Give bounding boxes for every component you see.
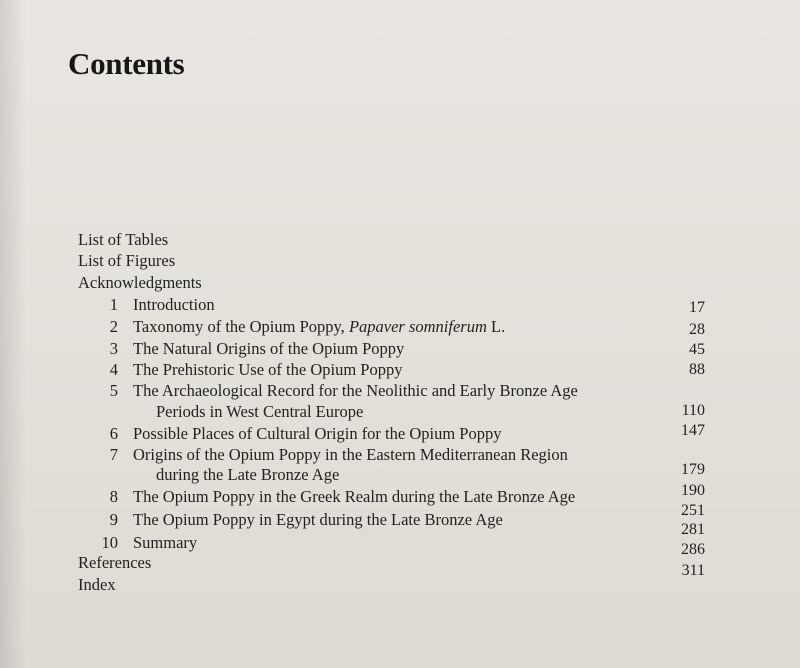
chapter-title: The Opium Poppy in Egypt during the Late Bronze Age (133, 510, 503, 529)
chapter-title: Origins of the Opium Poppy in the Eastern Mediterranean Region (133, 445, 568, 464)
chapter-title: Introduction (133, 295, 215, 314)
page-number: 45 (689, 341, 705, 358)
chapter-title: The Natural Origins of the Opium Poppy (133, 339, 405, 358)
page-number: 311 (681, 562, 705, 579)
chapter-title: Summary (133, 533, 198, 552)
chapter-number: 6 (109, 424, 118, 443)
chapter-title: The Prehistoric Use of the Opium Poppy (133, 360, 403, 379)
toc-entry-list-of-tables: List of Tables (78, 230, 169, 249)
page-number: 110 (681, 402, 705, 419)
page-number: 88 (689, 361, 705, 378)
page-number: 179 (681, 461, 705, 478)
chapter-number: 7 (109, 445, 118, 464)
page-number: 286 (681, 541, 705, 558)
contents-heading: Contents (68, 46, 185, 81)
toc-entry-acknowledgments: Acknowledgments (78, 273, 202, 292)
chapter-title: Possible Places of Cultural Origin for the Opium Poppy (133, 424, 502, 443)
chapter-title-continued: during the Late Bronze Age (156, 465, 340, 484)
chapter-number: 3 (109, 339, 118, 358)
chapter-number: 5 (109, 381, 118, 400)
chapter-number: 8 (109, 487, 118, 506)
page-number: 281 (681, 521, 705, 538)
page-number: 251 (681, 502, 705, 519)
toc-entry-references: References (78, 553, 152, 572)
page-number: 28 (689, 321, 705, 338)
chapter-number: 10 (101, 533, 118, 552)
species-name: Papaver somniferum (348, 317, 487, 336)
chapter-title: Taxonomy of the Opium Poppy, Papaver somniferum L. (133, 317, 506, 336)
toc-entry-list-of-figures: List of Figures (78, 251, 176, 270)
chapter-number: 9 (109, 510, 118, 529)
chapter-number: 4 (109, 360, 118, 379)
toc-entry-index: Index (78, 575, 116, 594)
chapter-number: 2 (109, 317, 118, 336)
chapter-title-continued: Periods in West Central Europe (156, 402, 364, 421)
page-number: 17 (689, 299, 705, 316)
chapter-title: The Opium Poppy in the Greek Realm during the Late Bronze Age (133, 487, 576, 506)
page-number: 147 (681, 422, 705, 439)
page-number: 190 (681, 482, 705, 499)
chapter-title: The Archaeological Record for the Neolithic and Early Bronze Age (133, 381, 578, 400)
chapter-number: 1 (109, 295, 118, 314)
